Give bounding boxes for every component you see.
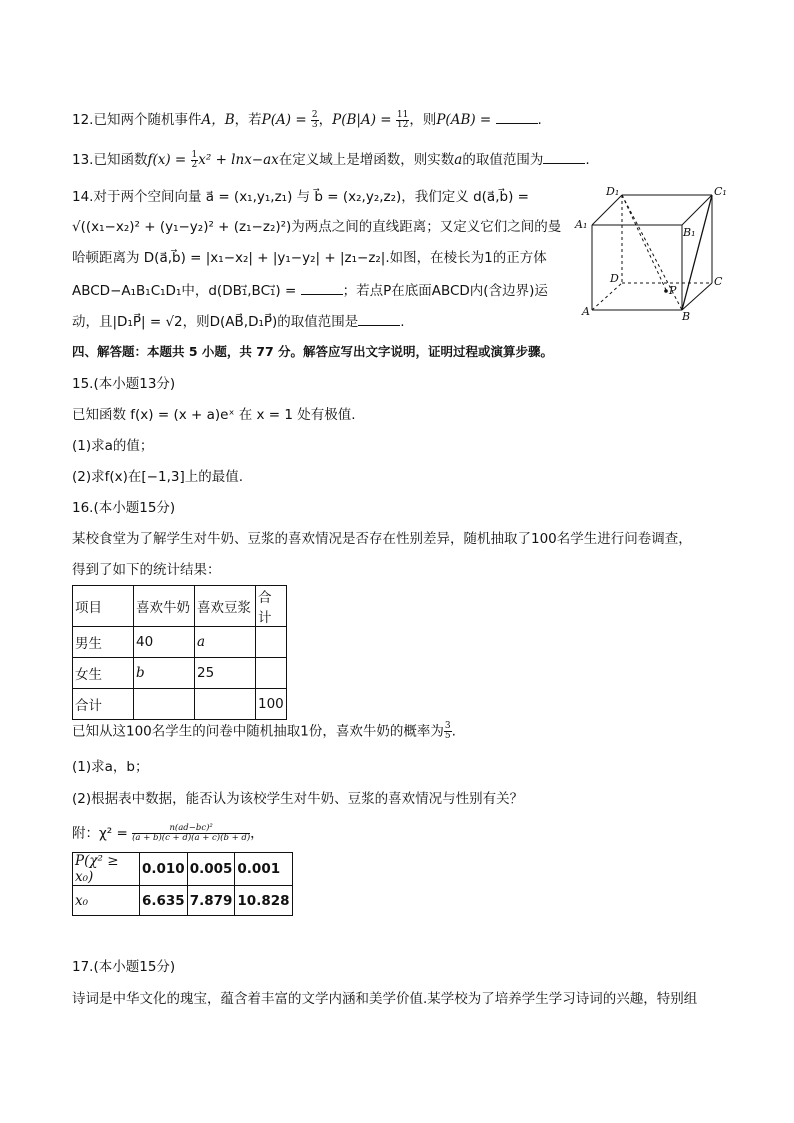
label-c: C (714, 275, 723, 288)
question-13 (72, 150, 590, 170)
q13-fx: f(x) = (147, 152, 191, 168)
q13-text2: 的取值范围为 (462, 152, 544, 168)
table-cell (134, 689, 195, 720)
q12-frac-pa (311, 111, 319, 130)
q16-prob-num: 3 (444, 721, 451, 731)
q14-line-1: 14.对于两个空间向量 a⃗ = (x₁,y₁,z₁) 与 b⃗ = (x₂,y₂,z₂)，我们定义 d(a⃗,b⃗) = (72, 189, 529, 205)
q12-pba: P(B|A) = (332, 112, 396, 128)
q16-appendix (72, 824, 264, 843)
label-c1: C₁ (714, 185, 727, 198)
q13-half-num: 1 (191, 149, 198, 160)
q15-part-2: (2)求f(x)在[−1,3]上的最值. (72, 469, 244, 485)
q12-prefix: 12.已知两个随机事件 (72, 112, 202, 128)
table-cell: 10.828 (235, 886, 292, 916)
q13-text: 在定义域上是增函数，则实数 (278, 152, 455, 168)
q14-l4a: ABCD−A₁B₁C₁D₁中，d(DB₁⃗,BC₁⃗) = (72, 283, 301, 299)
q16-stem-1: 某校食堂为了解学生对牛奶、豆浆的喜欢情况是否存在性别差异，随机抽取了100名学生进行问卷调查， (72, 531, 692, 547)
q14-line-3: 哈顿距离为 D(a⃗,b⃗) = |x₁−x₂| + |y₁−y₂| + |z₁−z₂|.如图，在棱长为1的正方体 (72, 250, 547, 266)
q12-end: . (537, 112, 542, 128)
table-cell: 6.635 (140, 886, 188, 916)
q15-stem: 已知函数 f(x) = (x + a)eˣ 在 x = 1 处有极值. (72, 407, 356, 423)
q16-chi-table (72, 852, 293, 916)
q12-answer-blank[interactable] (496, 110, 538, 124)
section-4-header: 四、解答题：本题共 5 小题，共 77 分。解答应写出文字说明，证明过程或演算步骤。 (72, 344, 554, 359)
table-cell (195, 689, 256, 720)
table-row (73, 586, 287, 627)
q12-pa: P(A) = (261, 112, 311, 128)
table-cell: 25 (195, 658, 256, 689)
q16-chi-num: n(ad−bc)² (132, 824, 250, 834)
q16-part-2: (2)根据表中数据，能否认为该校学生对牛奶、豆浆的喜欢情况与性别有关？ (72, 791, 524, 807)
q12-then: ，则 (409, 112, 437, 128)
q16-frac-prob (444, 722, 452, 741)
q14-line-2: √((x₁−x₂)² + (y₁−y₂)² + (z₁−z₂)²)为两点之间的直线距离；又定义它们之间的曼 (72, 219, 562, 235)
q17-title: 17.(本小题15分) (72, 959, 176, 975)
q12-frac-pba (396, 111, 409, 130)
q13-half-den: 2 (191, 159, 198, 170)
edge-a1d1 (592, 195, 622, 225)
label-a: A (582, 305, 590, 318)
q16-stem-2: 得到了如下的统计结果： (72, 562, 221, 578)
table-row (73, 627, 287, 658)
q14-l4b: ；若点P在底面ABCD内(含边界)运 (342, 283, 548, 299)
q13-var: a (454, 152, 463, 168)
q13-expr: x² + lnx−ax (198, 152, 279, 168)
label-b1: B₁ (683, 226, 696, 239)
table-cell: P(χ² ≥ x₀) (73, 853, 140, 886)
q15-title: 15.(本小题13分) (72, 376, 176, 392)
q16-chi-formula (132, 824, 250, 843)
q14-blank-1[interactable] (301, 281, 343, 295)
q16-appendix-end: ， (250, 825, 264, 842)
table-cell: 100 (256, 689, 287, 720)
table-cell: x₀ (73, 886, 140, 916)
diagonal-bc1 (682, 195, 712, 310)
q12-pa-num: 2 (311, 109, 318, 120)
q16-after-a: 已知从这100名学生的问卷中随机抽取1份，喜欢牛奶的概率为 (72, 723, 444, 740)
table-cell: 项目 (73, 586, 134, 627)
label-b: B (682, 310, 691, 323)
q16-after-b: . (451, 723, 456, 740)
table-row (73, 689, 287, 720)
table-cell: 合计 (256, 586, 287, 627)
edge-bc (682, 283, 712, 310)
label-p: P (669, 284, 677, 297)
q16-prob-den: 5 (444, 731, 451, 741)
table-cell (256, 658, 287, 689)
q12-pa-den: 3 (311, 119, 318, 130)
edge-ad (592, 283, 622, 310)
table-cell: 喜欢豆浆 (195, 586, 256, 627)
q12-vars: A，B (201, 112, 235, 128)
q16-title: 16.(本小题15分) (72, 500, 176, 516)
table-cell: 喜欢牛奶 (134, 586, 195, 627)
q14-line-4 (72, 281, 548, 300)
table-cell: 0.001 (235, 853, 292, 886)
table-cell: 7.879 (187, 886, 235, 916)
table-cell: 0.005 (187, 853, 235, 886)
q17-stem: 诗词是中华文化的瑰宝，蕴含着丰富的文学内涵和美学价值.某学校为了培养学生学习诗词的兴趣，特别组 (72, 991, 698, 1007)
q12-mid: ，若 (234, 112, 262, 128)
table-cell: 40 (134, 627, 195, 658)
q14-blank-2[interactable] (358, 312, 400, 326)
q16-chi-den: (a + b)(c + d)(a + c)(b + d) (132, 833, 251, 843)
question-12 (72, 110, 542, 130)
q12-pba-den: 12 (396, 119, 409, 130)
q12-pab: P(AB) = (436, 112, 496, 128)
q16-data-table (72, 585, 287, 720)
q16-part-1: (1)求a，b； (72, 759, 149, 775)
q13-prefix: 13.已知函数 (72, 152, 148, 168)
table-cell: 女生 (73, 658, 134, 689)
q13-end: . (585, 152, 590, 168)
q13-answer-blank[interactable] (543, 150, 585, 164)
label-a1: A₁ (575, 218, 588, 231)
q15-part-1: (1)求a的值； (72, 438, 154, 454)
q14-l5b: . (400, 314, 405, 330)
segment-d1p (622, 195, 666, 290)
q12-pba-num: 11 (396, 109, 409, 120)
table-cell: a (195, 627, 256, 658)
q16-appendix-label: 附：χ² = (72, 825, 133, 842)
point-p (664, 289, 668, 293)
table-row (73, 853, 293, 886)
cube-figure (572, 180, 732, 325)
q14-line-5 (72, 312, 405, 331)
table-cell: 0.010 (140, 853, 188, 886)
table-cell: 男生 (73, 627, 134, 658)
label-d1: D₁ (606, 185, 620, 198)
table-cell: b (134, 658, 195, 689)
table-cell: 合计 (73, 689, 134, 720)
table-row (73, 658, 287, 689)
table-row (73, 886, 293, 916)
q16-probability-line (72, 722, 456, 741)
table-cell (256, 627, 287, 658)
q12-sep: ， (318, 112, 333, 128)
q14-l5a: 动，且|D₁P⃗| = √2，则D(AB⃗,D₁P⃗)的取值范围是 (72, 314, 359, 330)
label-d: D (610, 272, 619, 285)
